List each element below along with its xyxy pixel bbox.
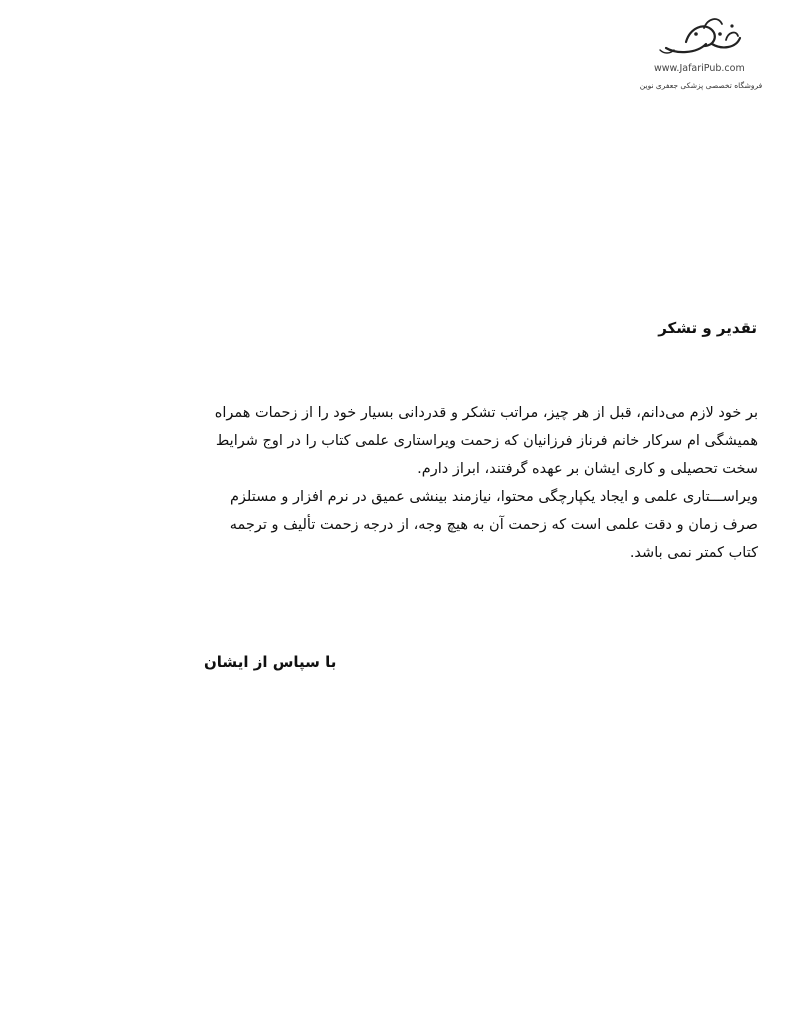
page-heading: تقدیر و تشکر — [658, 319, 757, 337]
acknowledgement-body — [202, 399, 758, 567]
publisher-url: www.JafariPub.com — [654, 63, 745, 74]
paragraph-1: بر خود لازم می‌دانم، قبل از هر چیز، مراتب تشکر و قدردانی بسیار خود را از زحمات همراه همیشگی ام سرکار خانم فرناز فرزانیان که زحمت ویراستاری علمی کتاب را در اوج شرایط سخت تحصیلی و کاری ایشان بر عهده گرفتند، ابراز دارم. — [214, 405, 758, 477]
closing-line: با سپاس از ایشان — [204, 653, 337, 671]
publisher-tagline: فروشگاه تخصصی پزشکی جعفری نوین — [639, 81, 763, 90]
jafari-logo-icon — [656, 14, 746, 62]
paragraph-2: ویراســـتاری علمی و ایجاد یکپارچگی محتوا، نیازمند بینشی عمیق در نرم افزار و مستلزم صرف زمان و دقت علمی است که زحمت آن به هیچ وجه، از درجه زحمت تألیف و ترجمه کتاب کمتر نمی باشد. — [229, 489, 758, 561]
publisher-logo — [636, 14, 766, 94]
